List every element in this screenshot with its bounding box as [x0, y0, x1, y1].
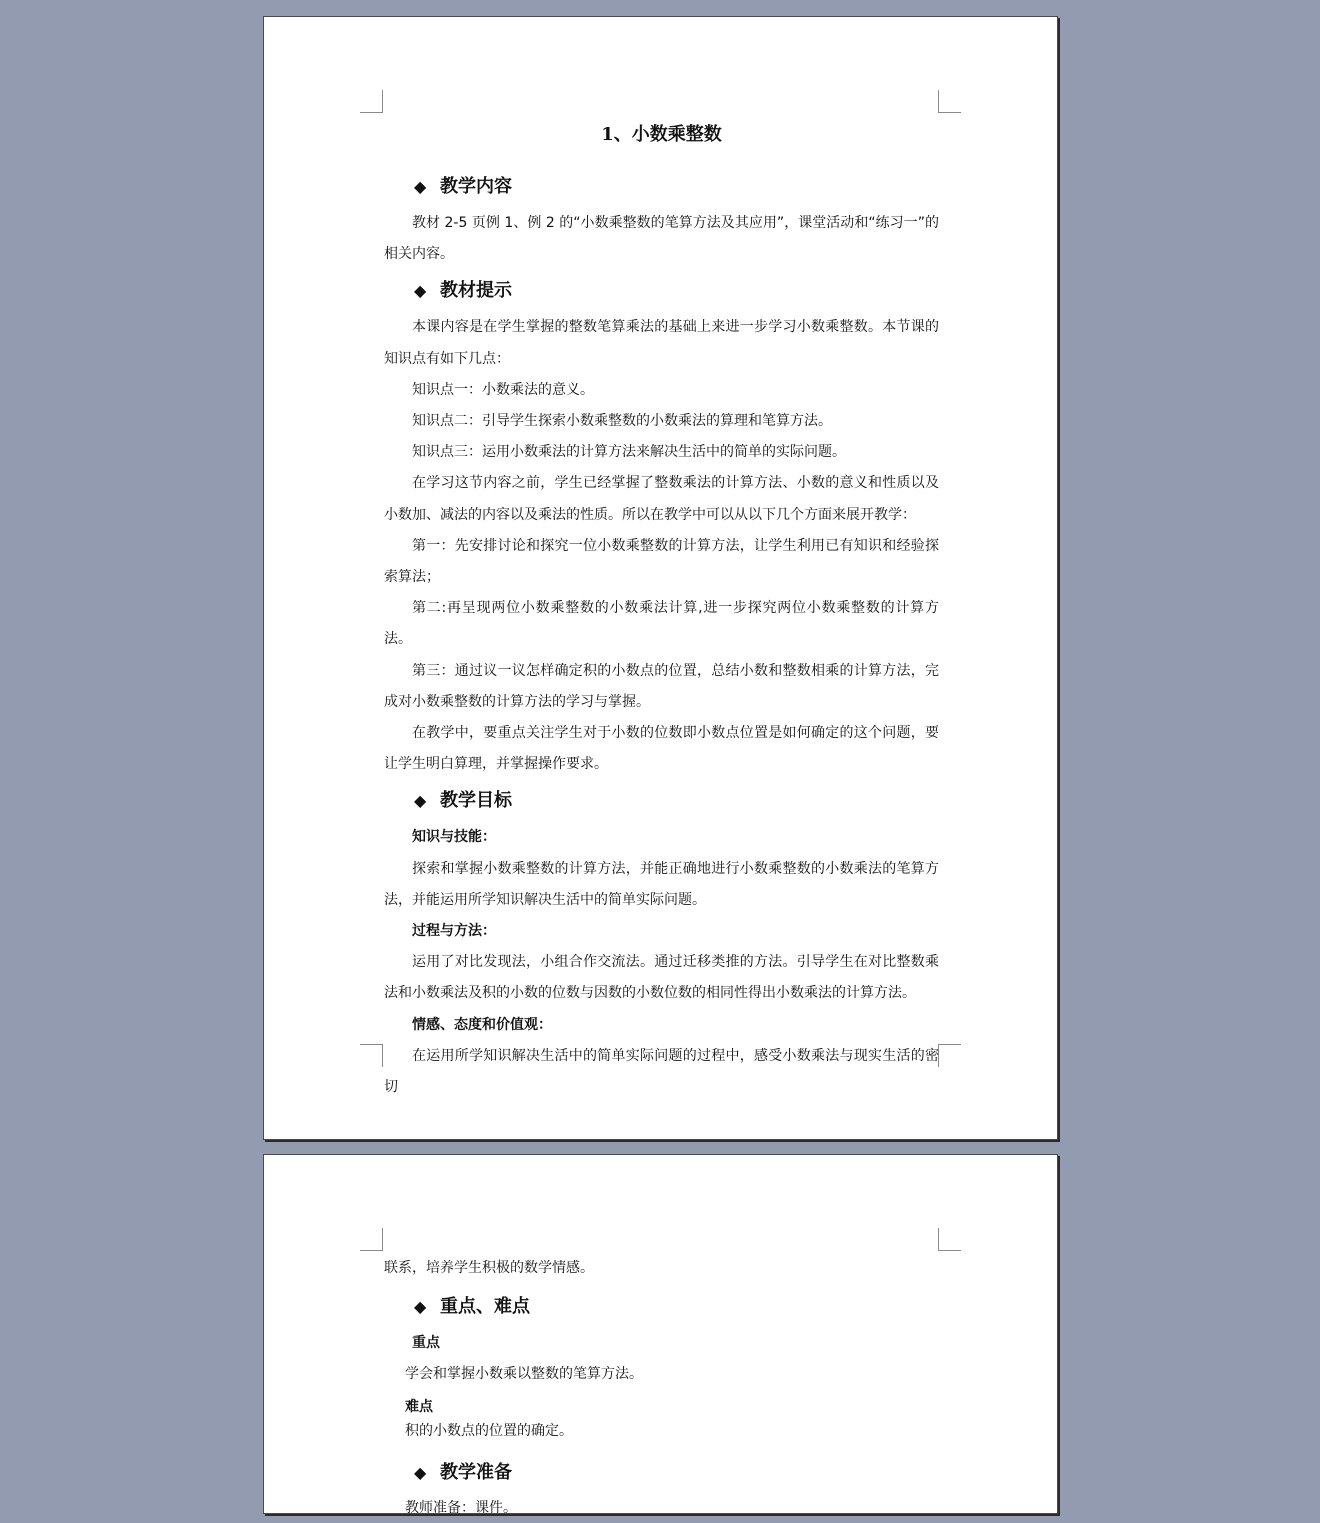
paragraph: 在学习这节内容之前，学生已经掌握了整数乘法的计算方法、小数的意义和性质以及小数加、减法的内容以及乘法的性质。所以在教学中可以从以下几个方面来展开教学：: [384, 475, 939, 523]
difficult-point-text: 积的小数点的位置的确定。: [405, 1423, 573, 1440]
margin-corner-top-left: [360, 90, 383, 113]
document-title: 1、小数乘整数: [601, 124, 722, 145]
paragraph: 在运用所学知识解决生活中的简单实际问题的过程中，感受小数乘法与现实生活的密切: [384, 1047, 939, 1096]
paragraph: 第一：先安排讨论和探究一位小数乘整数的计算方法，让学生利用已有知识和经验探索算法；: [384, 537, 939, 586]
teacher-preparation-text: 教师准备：课件。: [405, 1500, 517, 1517]
margin-corner-bottom-left: [360, 1044, 383, 1067]
paragraph: 第二:再呈现两位小数乘整数的小数乘法计算,进一步探究两位小数乘整数的计算方法。: [384, 600, 939, 648]
subheading-process-method: 过程与方法：: [412, 923, 496, 940]
subheading-knowledge-skills: 知识与技能：: [412, 829, 496, 846]
diamond-bullet-icon: ◆: [414, 791, 427, 811]
section-heading-teaching-content: ◆ 教学内容: [414, 166, 939, 208]
page-1-body[interactable]: [384, 117, 939, 1103]
paragraph: 知识点一：小数乘法的意义。: [412, 381, 594, 398]
diamond-bullet-icon: ◆: [414, 1297, 427, 1317]
section-heading-key-difficult-points: ◆ 重点、难点: [414, 1286, 939, 1328]
section-heading-material-tips: ◆ 教材提示: [414, 270, 939, 312]
page-2-body[interactable]: [384, 1253, 939, 1523]
section-heading-teaching-goals: ◆ 教学目标: [414, 780, 939, 822]
document-page-1: [263, 16, 1058, 1140]
paragraph-continuation: 联系，培养学生积极的数学情感。: [384, 1260, 594, 1276]
paragraph: 本课内容是在学生掌握的整数笔算乘法的基础上来进一步学习小数乘整数。本节课的知识点有如下几点：: [384, 319, 939, 367]
paragraph: 在教学中，要重点关注学生对于小数的位数即小数点位置是如何确定的这个问题，要让学生明白算理，并掌握操作要求。: [384, 725, 939, 773]
diamond-bullet-icon: ◆: [414, 177, 427, 196]
paragraph: 知识点二：引导学生探索小数乘整数的小数乘法的算理和笔算方法。: [412, 413, 832, 430]
section-heading-teaching-preparation: ◆ 教学准备: [414, 1452, 939, 1494]
paragraph: 教材 2-5 页例 1、例 2 的“小数乘整数的笔算方法及其应用”，课堂活动和“练习一”的相关内容。: [384, 215, 939, 263]
document-page-2: [263, 1154, 1058, 1517]
diamond-bullet-icon: ◆: [414, 1463, 427, 1483]
key-point-label: 重点: [412, 1335, 440, 1352]
margin-corner-top-right: [938, 1228, 961, 1251]
paragraph: 知识点三：运用小数乘法的计算方法来解决生活中的简单的实际问题。: [412, 444, 846, 461]
subheading-emotion-values: 情感、态度和价值观：: [412, 1016, 552, 1033]
margin-corner-top-right: [938, 90, 961, 113]
paragraph: 运用了对比发现法，小组合作交流法。通过迁移类推的方法。引导学生在对比整数乘法和小数乘法及积的小数的位数与因数的小数位数的相同性得出小数乘法的计算方法。: [384, 954, 939, 1002]
margin-corner-top-left: [360, 1228, 383, 1251]
paragraph: 探索和掌握小数乘整数的计算方法，并能正确地进行小数乘整数的小数乘法的笔算方法，并能运用所学知识解决生活中的简单实际问题。: [384, 860, 939, 908]
key-point-text: 学会和掌握小数乘以整数的笔算方法。: [405, 1366, 643, 1383]
margin-corner-bottom-right: [938, 1044, 961, 1067]
diamond-bullet-icon: ◆: [414, 281, 427, 301]
difficult-point-label: 难点: [405, 1399, 433, 1416]
paragraph: 第三：通过议一议怎样确定积的小数点的位置，总结小数和整数相乘的计算方法，完成对小数乘整数的计算方法的学习与掌握。: [384, 662, 939, 710]
